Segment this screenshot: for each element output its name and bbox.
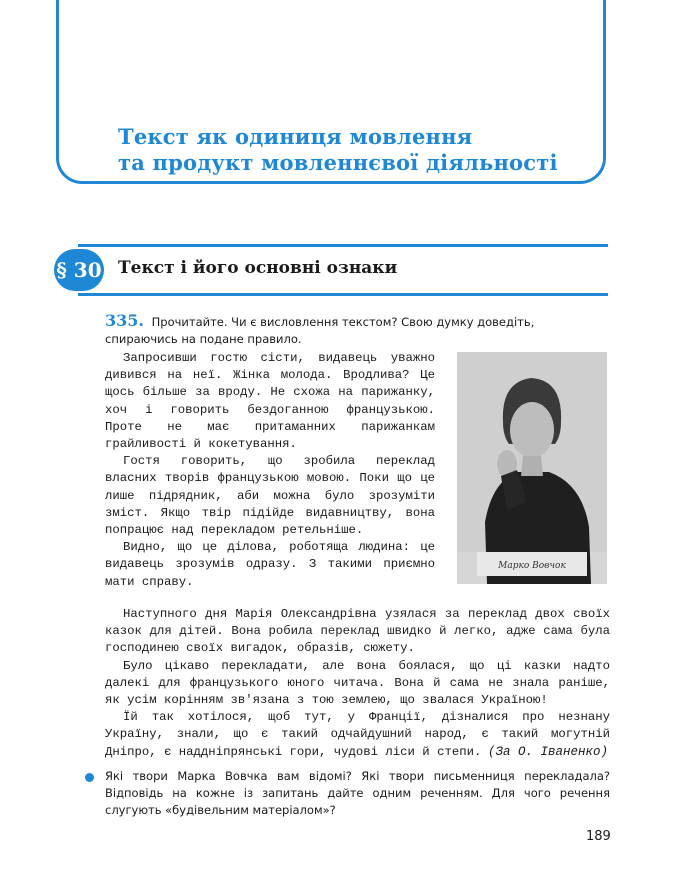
text-paragraph: Було цікаво перекладати, але вона боялася, що ці казки надто далекі для французького юного читача. Вона й сама не знала раніше, як усім корінням зв'язана з тою землею, що звалася Україною! bbox=[105, 658, 610, 708]
reading-text-bottom bbox=[105, 606, 610, 761]
text-paragraph: Гостя говорить, що зробила переклад власних творів французькою мовою. Поки що це лише підрядник, аби можна було зрозуміти зміст. Якщо твір підійде видавництву, вона попрацює над перекладом ретельніше. bbox=[105, 454, 435, 538]
page-number: 189 bbox=[586, 829, 611, 844]
bullet-icon bbox=[85, 773, 94, 782]
task-number: 335. bbox=[105, 311, 144, 330]
text-paragraph: Наступного дня Марія Олександрівна узялася за переклад двох своїх казок для дітей. Вона робила переклад швидко й легко, адже сама була господинею своїх вигадок, образів, сюжету. bbox=[105, 607, 610, 656]
text-paragraph: Запросивши гостю сісти, видавець уважно дивився на неї. Жінка молода. Вродлива? Це щось більше за вроду. Не схожа на парижанку, хоч і говорить бездоганною французькою. Проте не має притаманних парижанкам грайливості й кокетування. bbox=[105, 351, 435, 452]
text-attribution: (За О. Іваненко) bbox=[487, 745, 608, 759]
reading-text-top bbox=[105, 350, 435, 591]
portrait-image bbox=[457, 352, 607, 584]
paragraph-title: Текст і його основні ознаки bbox=[118, 258, 398, 278]
text-paragraph: Видно, що це ділова, роботяща людина: це видавець зрозумів одразу. З такими приємно мати справу. bbox=[105, 540, 435, 589]
paragraph-rule-bottom bbox=[78, 293, 608, 296]
question-text: Які твори Марка Вовчка вам відомі? Які твори письменниця перекладала? Відповідь на кожне із запитань дайте одним реченням. Для чого речення слугують «будівельним матеріалом»? bbox=[105, 769, 610, 817]
task-text: Прочитайте. Чи є висловлення текстом? Свою думку доведіть, спираючись на подане правило. bbox=[105, 315, 535, 346]
text-paragraph: Їй так хотілося, щоб тут, у Франції, дізналися про незнану Україну, знали, що є такий одчайдушний народ, є такий могутній Дніпро, є наддніпрянські гори, чудові ліси й степи. bbox=[105, 710, 610, 759]
portrait-signature: Марко Вовчок bbox=[498, 561, 566, 571]
section-title bbox=[118, 124, 598, 176]
section-title-line1: Текст як одиниця мовлення bbox=[118, 124, 473, 149]
task-instruction bbox=[105, 312, 610, 348]
section-title-line2: та продукт мовленнєвої діяльності bbox=[118, 150, 558, 175]
portrait-photo bbox=[457, 352, 607, 584]
paragraph-rule-top bbox=[78, 244, 608, 247]
paragraph-number-badge: § 30 bbox=[54, 249, 104, 291]
